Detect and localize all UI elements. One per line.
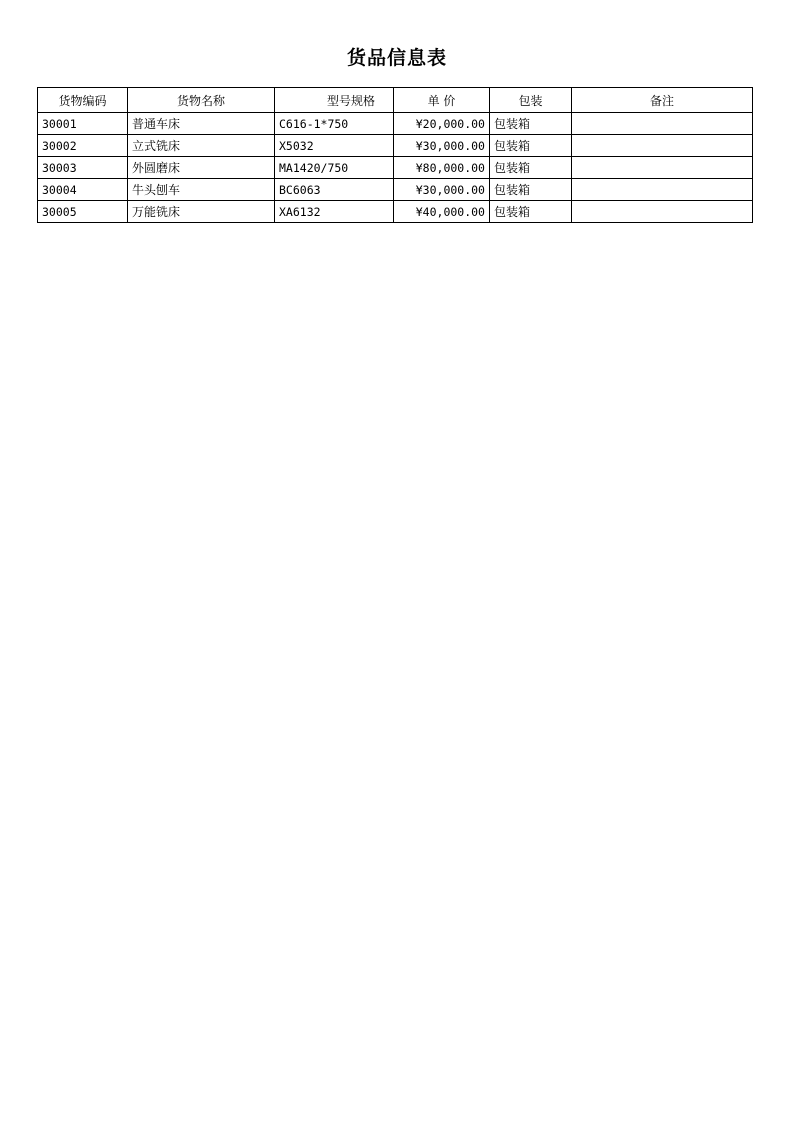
cell-model: XA6132 [275,201,394,223]
cell-remarks [572,179,753,201]
table-row [38,157,753,179]
goods-table [37,87,753,223]
header-model: 型号规格 [275,88,394,113]
cell-remarks [572,135,753,157]
cell-packing: 包装箱 [490,135,572,157]
header-name: 货物名称 [128,88,275,113]
cell-name: 普通车床 [128,113,275,135]
cell-price: ¥20,000.00 [394,113,490,135]
cell-remarks [572,157,753,179]
cell-packing: 包装箱 [490,179,572,201]
cell-price: ¥30,000.00 [394,135,490,157]
cell-name: 立式铣床 [128,135,275,157]
cell-model: BC6063 [275,179,394,201]
table-row [38,135,753,157]
cell-remarks [572,113,753,135]
cell-name: 牛头刨车 [128,179,275,201]
cell-name: 外圆磨床 [128,157,275,179]
cell-remarks [572,201,753,223]
cell-model: C616-1*750 [275,113,394,135]
header-packing: 包装 [490,88,572,113]
document-title: 货品信息表 [346,47,447,69]
cell-packing: 包装箱 [490,201,572,223]
header-remarks: 备注 [572,88,753,113]
header-price: 单 价 [394,88,490,113]
table-row [38,179,753,201]
cell-packing: 包装箱 [490,113,572,135]
cell-packing: 包装箱 [490,157,572,179]
cell-model: X5032 [275,135,394,157]
table-row [38,113,753,135]
cell-price: ¥80,000.00 [394,157,490,179]
cell-name: 万能铣床 [128,201,275,223]
cell-code: 30005 [38,201,128,223]
header-code: 货物编码 [38,88,128,113]
cell-code: 30004 [38,179,128,201]
cell-model: MA1420/750 [275,157,394,179]
cell-price: ¥40,000.00 [394,201,490,223]
cell-code: 30002 [38,135,128,157]
cell-code: 30003 [38,157,128,179]
header-row [38,88,753,113]
cell-code: 30001 [38,113,128,135]
cell-price: ¥30,000.00 [394,179,490,201]
table-row [38,201,753,223]
